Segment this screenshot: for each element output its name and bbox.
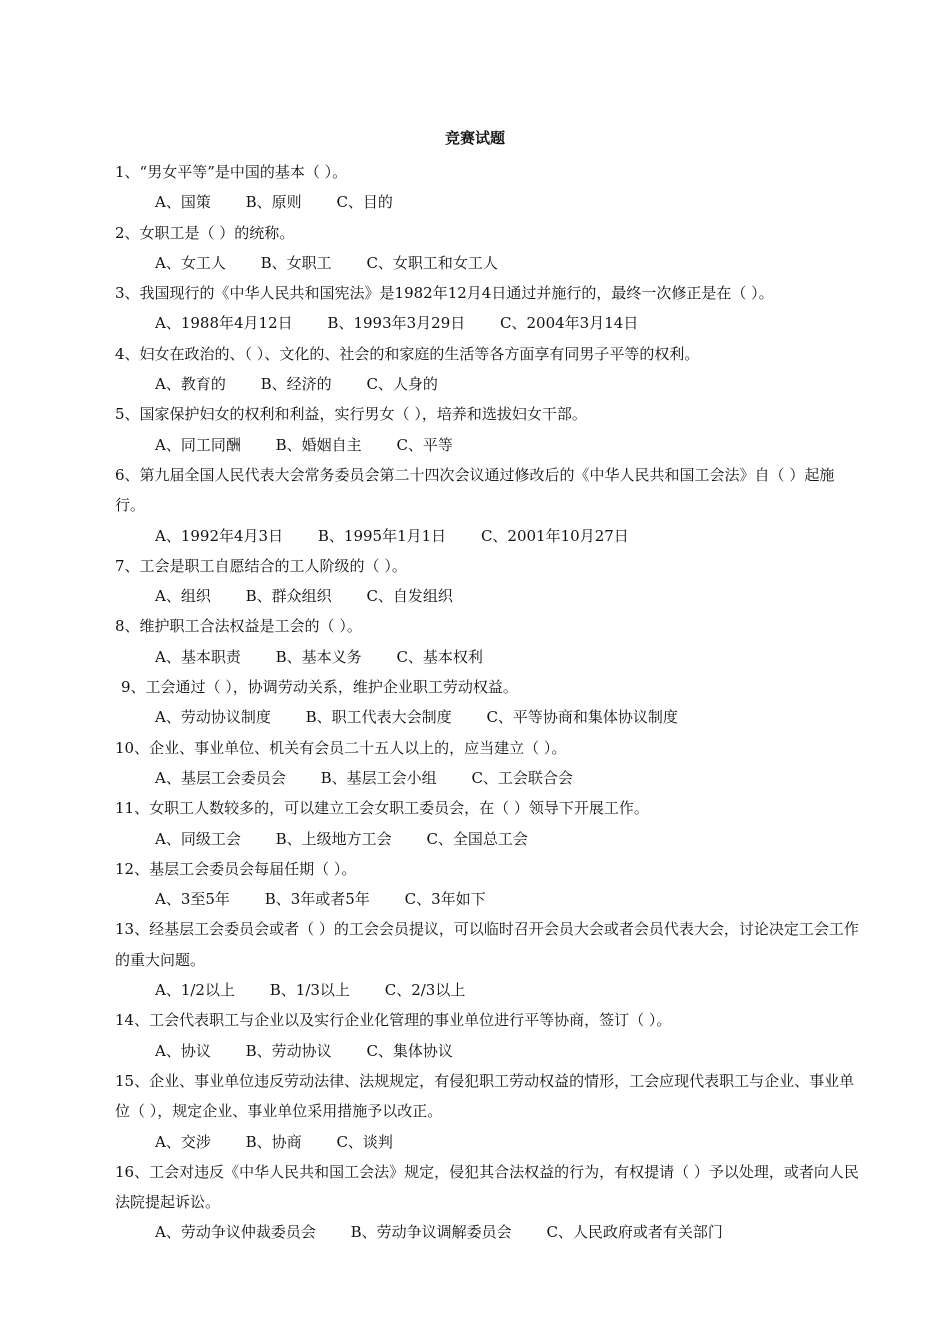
option-c: C、自发组织 bbox=[366, 587, 453, 606]
question-5-options bbox=[115, 430, 862, 460]
question-13-options bbox=[115, 975, 862, 1005]
option-b: B、原则 bbox=[245, 193, 302, 212]
option-a: A、协议 bbox=[155, 1041, 211, 1060]
question-6-options bbox=[115, 521, 862, 551]
option-a: A、同级工会 bbox=[155, 829, 241, 848]
option-c: C、全国总工会 bbox=[426, 829, 528, 848]
question-4-text: 4、妇女在政治的、（ ）、文化的、社会的和家庭的生活等各方面享有同男子平等的权利。 bbox=[115, 344, 700, 363]
option-c: C、目的 bbox=[336, 193, 393, 212]
option-c: C、平等 bbox=[396, 435, 453, 454]
option-b: B、基层工会小组 bbox=[320, 768, 437, 787]
option-c: C、平等协商和集体协议制度 bbox=[486, 708, 678, 727]
question-3-text: 3、我国现行的《中华人民共和国宪法》是1982年12月4日通过并施行的，最终一次修正是在（ ）。 bbox=[115, 284, 774, 303]
option-c: C、谈判 bbox=[336, 1132, 393, 1151]
page-title: 竞赛试题 bbox=[444, 129, 505, 147]
option-a: A、女工人 bbox=[155, 253, 226, 272]
question-6-text: 6、第九届全国人民代表大会常务委员会第二十四次会议通过修改后的《中华人民共和国工会法》自（ ）起施行。 bbox=[115, 465, 835, 515]
option-c: C、2004年3月14日 bbox=[500, 314, 639, 333]
option-c: C、2001年10月27日 bbox=[480, 526, 629, 545]
option-c: C、集体协议 bbox=[366, 1041, 453, 1060]
question-16-options bbox=[115, 1217, 862, 1247]
question-11-options bbox=[115, 824, 862, 854]
option-b: B、经济的 bbox=[260, 375, 332, 394]
option-b: B、协商 bbox=[245, 1132, 302, 1151]
option-a: A、交涉 bbox=[155, 1132, 211, 1151]
question-5-text: 5、国家保护妇女的权利和利益，实行男女（ ），培养和选拔妇女干部。 bbox=[115, 405, 587, 424]
option-b: B、1995年1月1日 bbox=[317, 526, 447, 545]
question-1-text: 1、“男女平等”是中国的基本（ ）。 bbox=[115, 163, 348, 181]
option-b: B、1/3以上 bbox=[269, 981, 350, 1000]
option-a: A、劳动协议制度 bbox=[155, 708, 271, 727]
question-12-options bbox=[115, 884, 862, 914]
question-list bbox=[115, 157, 862, 1248]
option-b: B、群众组织 bbox=[245, 587, 332, 606]
option-b: B、劳动协议 bbox=[245, 1041, 332, 1060]
option-c: C、人民政府或者有关部门 bbox=[546, 1223, 723, 1242]
question-15-options bbox=[115, 1127, 862, 1157]
question-9-text: 9、工会通过（ ），协调劳动关系，维护企业职工劳动权益。 bbox=[121, 678, 518, 697]
option-b: B、婚姻自主 bbox=[275, 435, 362, 454]
option-c: C、2/3以上 bbox=[384, 981, 466, 1000]
option-b: B、基本义务 bbox=[275, 647, 362, 666]
option-a: A、劳动争议仲裁委员会 bbox=[155, 1223, 316, 1242]
question-9-options bbox=[115, 702, 862, 732]
option-c: C、人身的 bbox=[366, 375, 438, 394]
question-10-options bbox=[115, 763, 862, 793]
option-b: B、1993年3月29日 bbox=[327, 314, 466, 333]
question-8-options bbox=[115, 642, 862, 672]
question-1-options bbox=[115, 187, 862, 217]
question-16-text: 16、工会对违反《中华人民共和国工会法》规定，侵犯其合法权益的行为，有权提请（ ）予以处理，或者向人民法院提起诉讼。 bbox=[115, 1162, 859, 1212]
option-a: A、组织 bbox=[155, 587, 211, 606]
question-2-options bbox=[115, 248, 862, 278]
option-c: C、基本权利 bbox=[396, 647, 483, 666]
question-8-text: 8、维护职工合法权益是工会的（ ）。 bbox=[115, 617, 362, 636]
question-13-text: 13、经基层工会委员会或者（ ）的工会会员提议，可以临时召开会员大会或者会员代表大会，讨论决定工会工作的重大问题。 bbox=[115, 920, 859, 969]
question-4-options bbox=[115, 369, 862, 399]
question-14-text: 14、工会代表职工与企业以及实行企业化管理的事业单位进行平等协商，签订（ ）。 bbox=[115, 1011, 672, 1030]
question-10-text: 10、企业、事业单位、机关有会员二十五人以上的，应当建立（ ）。 bbox=[115, 738, 567, 757]
question-7-options bbox=[115, 581, 862, 611]
option-a: A、教育的 bbox=[155, 375, 226, 394]
option-a: A、1988年4月12日 bbox=[155, 314, 293, 333]
question-3-options bbox=[115, 308, 862, 338]
option-b: B、女职工 bbox=[260, 253, 332, 272]
option-c: C、工会联合会 bbox=[471, 768, 573, 787]
option-a: A、1992年4月3日 bbox=[155, 526, 284, 545]
option-b: B、劳动争议调解委员会 bbox=[350, 1223, 512, 1242]
option-c: C、3年如下 bbox=[404, 890, 486, 909]
question-15-text: 15、企业、事业单位违反劳动法律、法规规定，有侵犯职工劳动权益的情形，工会应现代表职工与企业、事业单位（ ），规定企业、事业单位采用措施予以改正。 bbox=[115, 1071, 855, 1121]
question-12-text: 12、基层工会委员会每届任期（ ）。 bbox=[115, 859, 357, 878]
option-a: A、国策 bbox=[155, 193, 211, 212]
question-14-options bbox=[115, 1036, 862, 1066]
option-a: A、1/2以上 bbox=[155, 981, 235, 1000]
option-c: C、女职工和女工人 bbox=[366, 253, 498, 272]
option-a: A、基层工会委员会 bbox=[155, 768, 286, 787]
option-b: B、上级地方工会 bbox=[275, 829, 392, 848]
question-7-text: 7、工会是职工自愿结合的工人阶级的（ ）。 bbox=[115, 556, 407, 575]
option-b: B、3年或者5年 bbox=[264, 890, 370, 909]
option-b: B、职工代表大会制度 bbox=[305, 708, 452, 727]
question-2-text: 2、女职工是（ ）的统称。 bbox=[115, 223, 295, 242]
option-a: A、3至5年 bbox=[155, 890, 230, 909]
question-11-text: 11、女职工人数较多的，可以建立工会女职工委员会，在（ ）领导下开展工作。 bbox=[115, 799, 649, 818]
option-a: A、同工同酬 bbox=[155, 435, 241, 454]
option-a: A、基本职责 bbox=[155, 647, 241, 666]
